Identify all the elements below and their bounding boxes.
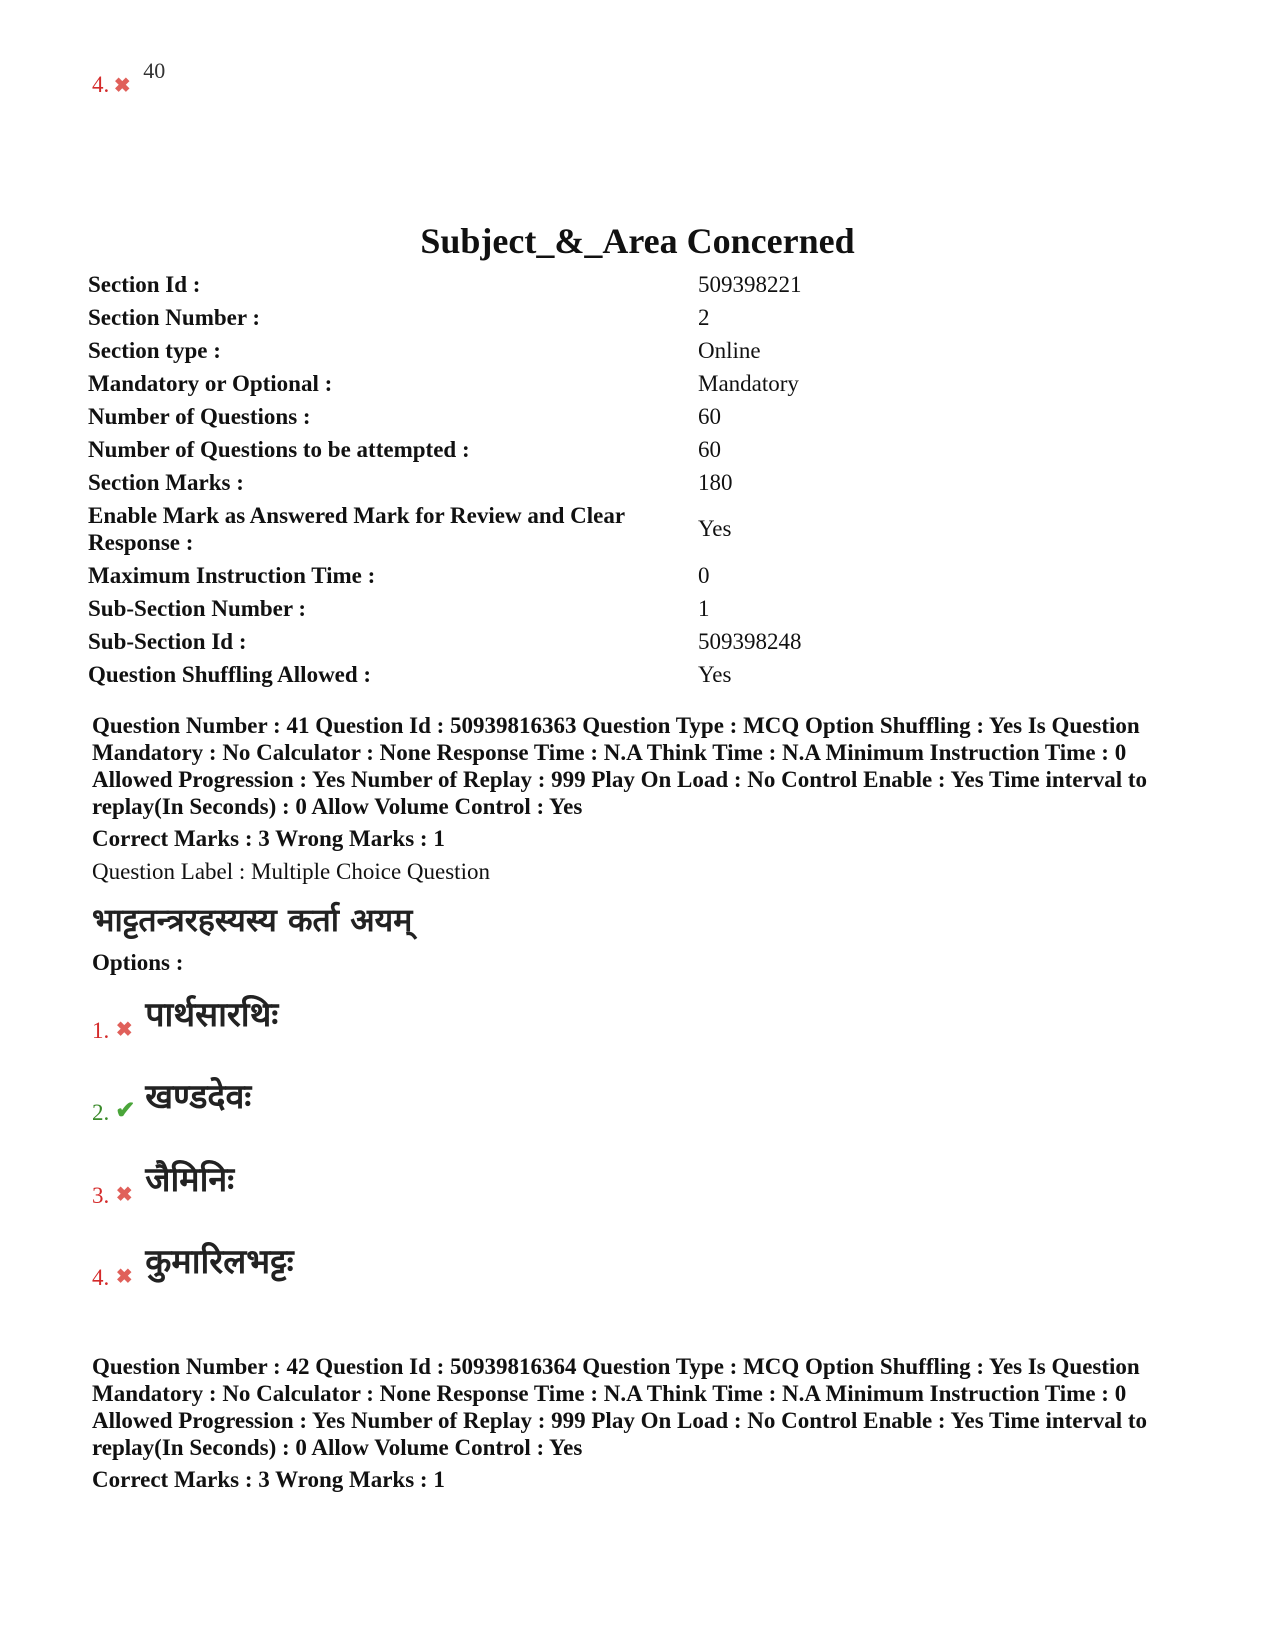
section-row-value: 0	[698, 562, 710, 588]
section-row-key: Question Shuffling Allowed :	[88, 662, 372, 687]
section-row-key: Maximum Instruction Time :	[88, 563, 376, 588]
cross-icon: ✖	[113, 75, 131, 97]
section-row-value: 60	[698, 436, 721, 462]
section-row-key: Number of Questions to be attempted :	[88, 437, 470, 462]
option-text: खण्डदेवः	[145, 1077, 252, 1117]
section-row-value: Mandatory	[698, 370, 799, 396]
option-text: पार्थसारथिः	[145, 995, 279, 1035]
check-icon: ✔	[115, 1098, 136, 1124]
option-item	[92, 990, 279, 1043]
prev-option-value: 40	[143, 58, 166, 83]
section-row	[88, 400, 998, 433]
option-item	[92, 1237, 294, 1290]
section-row	[88, 367, 998, 400]
section-row	[88, 334, 998, 367]
option-text: कुमारिलभट्टः	[145, 1242, 294, 1282]
cross-icon: ✖	[115, 1266, 133, 1288]
section-row-value: 60	[698, 403, 721, 429]
cross-icon: ✖	[115, 1184, 133, 1206]
question-42-marks: Correct Marks : 3 Wrong Marks : 1	[92, 1467, 445, 1492]
section-row	[88, 466, 998, 499]
section-row-key: Section Marks :	[88, 470, 244, 495]
question-41-marks: Correct Marks : 3 Wrong Marks : 1	[92, 826, 445, 851]
cross-icon: ✖	[115, 1019, 133, 1041]
section-row-key: Section Id :	[88, 272, 201, 297]
section-row	[88, 592, 998, 625]
question-41-info: Question Number : 41 Question Id : 50939816363 Question Type : MCQ Option Shuffling : Yes Is Question Mandatory : No Calculator : None Response Time : N.A Think Time : N.A Minimum Instruction Time : 0 Allowed Progression : Yes Number of Replay : 999 Play On Load : No Control Enable : Yes Time interval to replay(In Seconds) : 0 Allow Volume Control : Yes	[92, 713, 1148, 819]
section-info-table	[88, 268, 998, 691]
prev-option-number: 4.	[92, 72, 110, 97]
section-row-key: Section Number :	[88, 305, 261, 330]
option-number: 1.	[92, 1018, 110, 1043]
section-row-key: Number of Questions :	[88, 404, 311, 429]
option-item	[92, 1155, 235, 1208]
section-row	[88, 499, 998, 559]
section-row	[88, 658, 998, 691]
question-42-info: Question Number : 42 Question Id : 50939816364 Question Type : MCQ Option Shuffling : Yes Is Question Mandatory : No Calculator : None Response Time : N.A Think Time : N.A Minimum Instruction Time : 0 Allowed Progression : Yes Number of Replay : 999 Play On Load : No Control Enable : Yes Time interval to replay(In Seconds) : 0 Allow Volume Control : Yes	[92, 1354, 1148, 1460]
section-row-value: Online	[698, 337, 761, 363]
section-row-key: Enable Mark as Answered Mark for Review and Clear Response :	[88, 503, 625, 555]
section-row-key: Section type :	[88, 338, 221, 363]
prev-option-row	[92, 58, 166, 98]
section-row	[88, 625, 998, 658]
section-title: Subject_&_Area Concerned	[420, 221, 855, 261]
section-row-value: Yes	[698, 661, 732, 687]
option-number: 4.	[92, 1265, 110, 1290]
section-row-value: 180	[698, 469, 733, 495]
options-label: Options :	[92, 950, 184, 975]
section-row	[88, 433, 998, 466]
section-row-key: Mandatory or Optional :	[88, 371, 333, 396]
section-row-key: Sub-Section Id :	[88, 629, 247, 654]
section-row-value: 1	[698, 595, 710, 621]
option-item	[92, 1072, 252, 1125]
option-number: 3.	[92, 1183, 110, 1208]
section-row-value: 509398221	[698, 271, 802, 297]
section-row	[88, 559, 998, 592]
section-row	[88, 301, 998, 334]
question-41-label: Question Label : Multiple Choice Question	[92, 859, 490, 884]
section-row-value: 2	[698, 304, 710, 330]
section-row-value: Yes	[698, 516, 732, 541]
question-41-text: भाट्टतन्त्ररहस्यस्य कर्ता अयम्	[92, 901, 413, 939]
section-row-value: 509398248	[698, 628, 802, 654]
section-row-key: Sub-Section Number :	[88, 596, 307, 621]
section-row	[88, 268, 998, 301]
option-text: जैमिनिः	[145, 1160, 235, 1200]
option-number: 2.	[92, 1100, 110, 1125]
